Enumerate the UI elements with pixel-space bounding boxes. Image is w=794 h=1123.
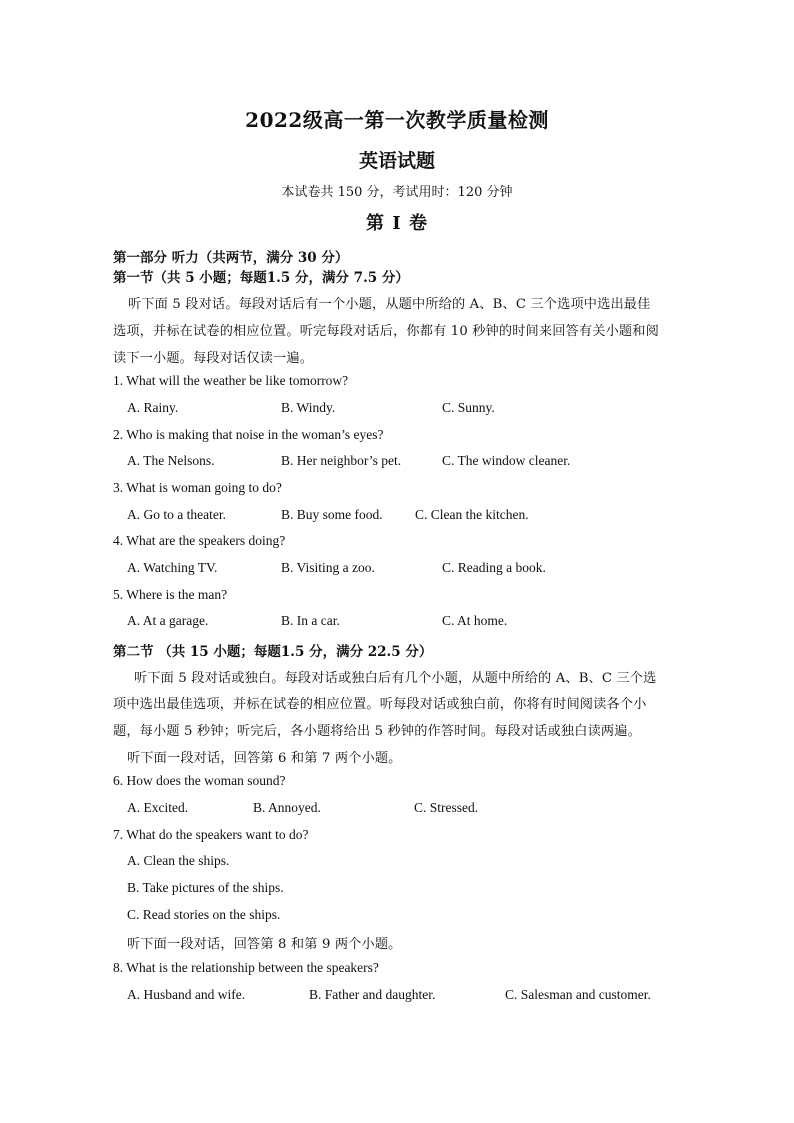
question-1-option-b: B. Windy. — [281, 400, 336, 415]
section1-heading: 第一节（共 5 小题；每题1.5 分，满分 7.5 分） — [113, 270, 409, 286]
group-note: 听下面一段对话，回答第 6 和第 7 两个小题。 — [127, 751, 402, 766]
question-8-option-c: C. Salesman and customer. — [505, 987, 651, 1002]
question-5-option-c: C. At home. — [442, 613, 508, 628]
section2-instruction-line: 题，每小题 5 秒钟；听完后，各小题将给出 5 秒钟的作答时间。每段对话或独白读两遍。 — [113, 724, 641, 739]
question-8-stem: 8. What is the relationship between the speakers? — [113, 960, 379, 975]
question-7-stem: 7. What do the speakers want to do? — [113, 827, 309, 842]
question-7-option-a: A. Clean the ships. — [127, 853, 230, 868]
group-note: 听下面一段对话，回答第 8 和第 9 两个小题。 — [127, 937, 402, 952]
question-2-option-b: B. Her neighbor’s pet. — [281, 453, 402, 468]
question-6-option-b: B. Annoyed. — [253, 800, 321, 815]
question-1-option-a: A. Rainy. — [127, 400, 179, 415]
question-4-option-a: A. Watching TV. — [127, 560, 218, 575]
question-2-option-c: C. The window cleaner. — [442, 453, 571, 468]
part1-heading: 第一部分 听力（共两节，满分 30 分） — [113, 250, 349, 266]
question-8-option-b: B. Father and daughter. — [309, 987, 436, 1002]
section2-heading: 第二节 （共 15 小题；每题1.5 分，满分 22.5 分） — [113, 644, 433, 660]
question-3-option-b: B. Buy some food. — [281, 507, 383, 522]
question-2-option-a: A. The Nelsons. — [127, 453, 215, 468]
section2-instruction-line: 项中选出最佳选项，并标在试卷的相应位置。听每段对话或独白前，你将有时间阅读各个小 — [113, 697, 647, 712]
question-1-stem: 1. What will the weather be like tomorrow? — [113, 373, 349, 388]
section1-instruction-line: 听下面 5 段对话。每段对话后有一个小题，从题中所给的 A、B、C 三个选项中选出最佳 — [128, 297, 651, 312]
question-6-option-c: C. Stressed. — [414, 800, 479, 815]
question-5-stem: 5. Where is the man? — [113, 587, 228, 602]
question-6-stem: 6. How does the woman sound? — [113, 773, 286, 788]
subject-title: 英语试题 — [358, 150, 435, 172]
exam-info: 本试卷共 150 分，考试用时：120 分钟 — [281, 185, 513, 200]
section1-instruction-line: 读下一小题。每段对话仅读一遍。 — [113, 351, 314, 366]
question-6-option-a: A. Excited. — [127, 800, 189, 815]
question-5-option-b: B. In a car. — [281, 613, 340, 628]
question-7-option-b: B. Take pictures of the ships. — [127, 880, 284, 895]
section2-instruction-line: 听下面 5 段对话或独白。每段对话或独白后有几个小题，从题中所给的 A、B、C 三个选 — [134, 671, 657, 686]
question-8-option-a: A. Husband and wife. — [127, 987, 246, 1002]
section1-instruction-line: 选项，并标在试卷的相应位置。听完每段对话后，你都有 10 秒钟的时间来回答有关小题和阅 — [113, 324, 659, 339]
question-3-option-c: C. Clean the kitchen. — [415, 507, 529, 522]
question-7-option-c: C. Read stories on the ships. — [127, 907, 281, 922]
question-4-stem: 4. What are the speakers doing? — [113, 533, 286, 548]
question-3-stem: 3. What is woman going to do? — [113, 480, 282, 495]
exam-main-title: 2022级高一第一次教学质量检测 — [245, 108, 549, 132]
question-4-option-c: C. Reading a book. — [442, 560, 546, 575]
question-1-option-c: C. Sunny. — [442, 400, 495, 415]
volume-title: 第 I 卷 — [366, 213, 428, 234]
question-5-option-a: A. At a garage. — [127, 613, 209, 628]
question-4-option-b: B. Visiting a zoo. — [281, 560, 375, 575]
question-3-option-a: A. Go to a theater. — [127, 507, 226, 522]
question-2-stem: 2. Who is making that noise in the woman’s eyes? — [113, 427, 384, 442]
